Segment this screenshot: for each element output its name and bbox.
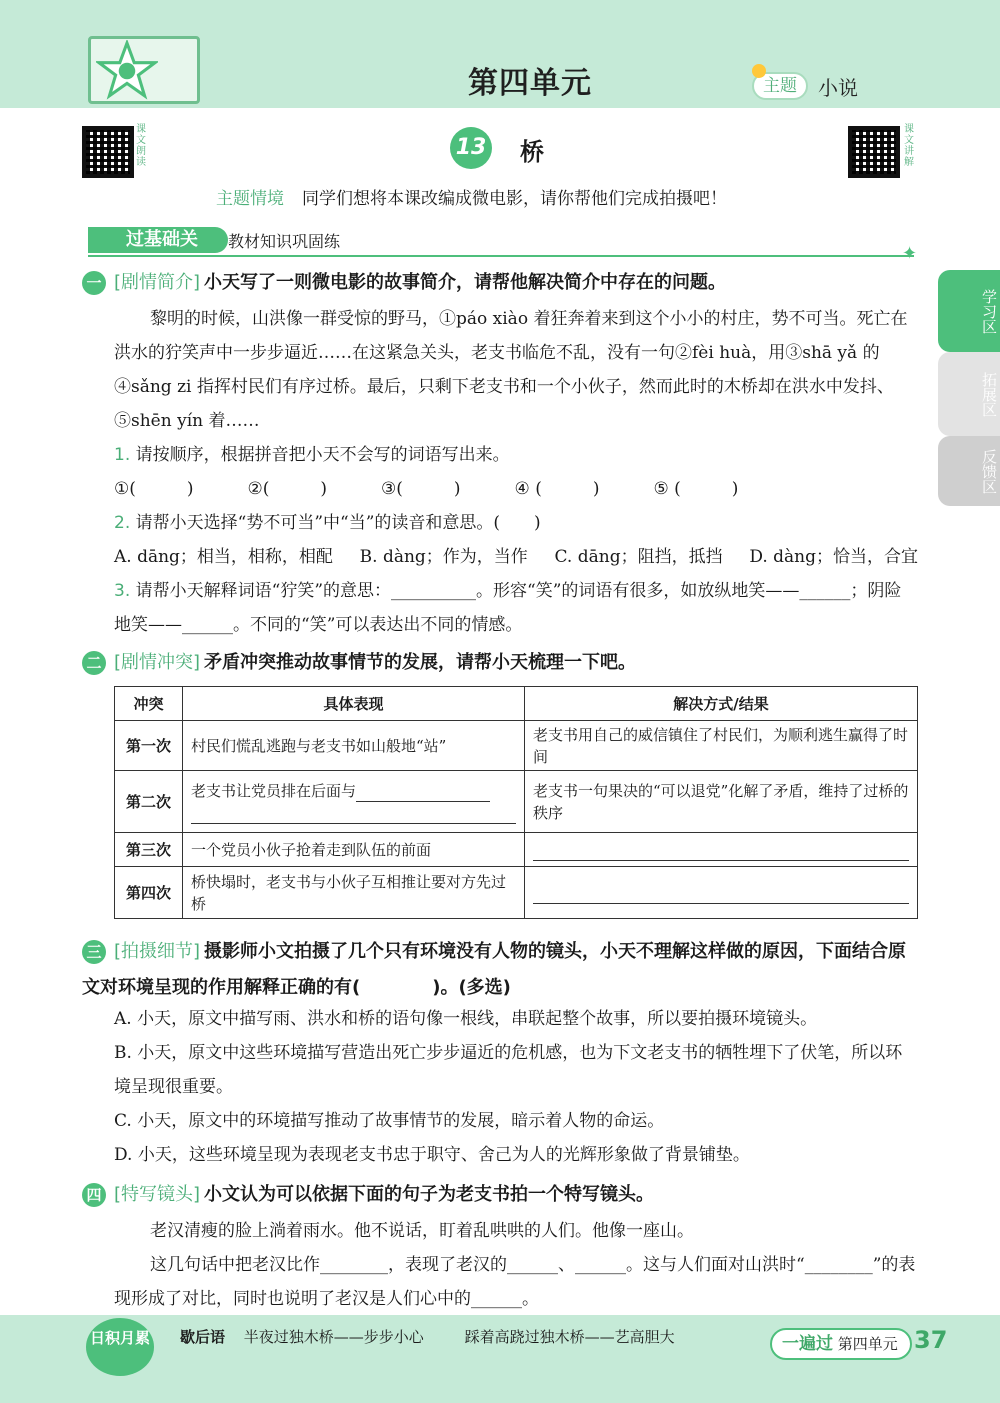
saying-2: 踩着高跷过独木桥——艺高胆大 <box>464 1328 675 1346</box>
q3-number: 三 <box>82 940 106 964</box>
footer-sayings <box>180 1326 675 1347</box>
answer-line[interactable] <box>533 839 909 861</box>
option-d[interactable]: D. dàng；恰当，合宜 <box>749 547 918 567</box>
q1-passage: 黎明的时候，山洪像一群受惊的野马，①páo xiào 着狂奔着来到这个小小的村庄，势不可当。死亡在洪水的狞笑声中一步步逼近……在这紧急关头，老支书临危不乱，没有一句②fèi huà，用③shā yǎ 的④sǎng zi 指挥村民们有序过桥。最后，只剩下老支书和一个小伙子，然而此时的木桥却在洪水中发抖、⑤shēn yín 着…… <box>114 309 908 431</box>
qr-right-caption: 课文讲解 <box>904 124 914 168</box>
q4-tag: [特写镜头] <box>114 1184 201 1205</box>
blank-4[interactable]: ④ ( ) <box>514 479 600 499</box>
option-b[interactable]: B. dàng；作为，当作 <box>359 547 528 567</box>
footer-unit: 第四单元 <box>837 1335 898 1353</box>
table-cell-text: 老支书让党员排在后面与 <box>191 781 357 800</box>
blank-2[interactable]: ②( ) <box>247 479 328 499</box>
star-mascot-icon <box>96 40 158 102</box>
footer-badge: 日积月累 <box>86 1318 154 1376</box>
option-b[interactable]: B. 小天，原文中这些环境描写营造出死亡步步逼近的危机感，也为下文老支书的牺牲埋下了伏笔，所以环境呈现很重要。 <box>114 1043 903 1097</box>
qr-code-explain-icon[interactable] <box>848 126 900 178</box>
table-header: 解决方式/结果 <box>525 687 918 721</box>
blank-1[interactable]: ①( ) <box>114 479 194 499</box>
table-header: 具体表现 <box>183 687 525 721</box>
theme-value: 小说 <box>818 76 858 100</box>
q1-options <box>114 540 918 574</box>
q3-heading <box>82 934 918 1006</box>
q2-heading <box>82 648 636 675</box>
option-a[interactable]: A. dāng；相当，相称，相配 <box>114 547 333 567</box>
scenario-label: 主题情境 <box>216 189 284 209</box>
table-cell: 村民们慌乱逃跑与老支书如山般地“站” <box>183 721 525 771</box>
answer-line[interactable] <box>533 882 909 904</box>
q1-sub1-text: 请按顺序，根据拼音把小天不会写的词语写出来。 <box>135 445 510 465</box>
table-cell: 第一次 <box>115 721 183 771</box>
unit-title: 第四单元 <box>468 66 592 101</box>
q1-sub2-text: 请帮小天选择“势不可当”中“当”的读音和意思。( ) <box>135 513 541 533</box>
footer-brand-pill <box>770 1328 912 1360</box>
q4-heading <box>82 1180 654 1207</box>
q1-number: 一 <box>82 271 106 295</box>
answer-line[interactable] <box>356 780 490 802</box>
section-title: 过基础关 <box>88 227 228 253</box>
q1-heading <box>82 268 726 295</box>
scenario-text: 同学们想将本课改编成微电影，请你帮他们完成拍摄吧！ <box>302 189 727 209</box>
option-a[interactable]: A. 小天，原文中描写雨、洪水和桥的语句像一根线，串联起整个故事，所以要拍摄环境镜头。 <box>114 1009 818 1029</box>
q1-blanks <box>114 472 918 506</box>
tab-study[interactable]: 学习区 <box>938 270 1000 352</box>
q1-sub1 <box>114 438 918 472</box>
table-cell: 一个党员小伙子抢着走到队伍的前面 <box>183 833 525 867</box>
table-row <box>115 721 918 771</box>
q2-number: 二 <box>82 651 106 675</box>
table-cell: 第三次 <box>115 833 183 867</box>
q2-tag: [剧情冲突] <box>114 652 201 673</box>
qr-left-caption: 课文朗读 <box>136 124 146 168</box>
q1-prompt: 小天写了一则微电影的故事简介，请帮他解决简介中存在的问题。 <box>204 272 727 293</box>
section-divider <box>88 255 914 257</box>
blank-3[interactable]: ③( ) <box>381 479 461 499</box>
q4-task: 这几句话中把老汉比作________，表现了老汉的______、______。这与人们面对山洪时“________”的表现形成了对比，同时也说明了老汉是人们心中的______。 <box>114 1255 916 1309</box>
conflict-table <box>114 686 918 919</box>
page-number: 37 <box>914 1326 948 1354</box>
table-header: 冲突 <box>115 687 183 721</box>
option-d[interactable]: D. 小天，这些环境呈现为表现老支书忠于职守、舍己为人的光辉形象做了背景铺垫。 <box>114 1145 750 1165</box>
q1-tag: [剧情简介] <box>114 272 201 293</box>
lesson-number: 13 <box>450 127 492 169</box>
q4-quote: 老汉清瘦的脸上淌着雨水。他不说话，盯着乱哄哄的人们。他像一座山。 <box>150 1221 694 1241</box>
saying-1: 半夜过独木桥——步步小心 <box>243 1328 424 1346</box>
table-cell[interactable] <box>183 771 525 833</box>
qr-code-reading-icon[interactable] <box>82 126 134 178</box>
theme-label: 主题 <box>752 72 808 100</box>
table-cell: 第四次 <box>115 867 183 919</box>
q3-prompt: 摄影师小文拍摄了几个只有环境没有人物的镜头，小天不理解这样做的原因，下面结合原文对环境呈现的作用解释正确的有( )。(多选) <box>82 941 907 998</box>
q1-sub2-number: 2. <box>114 513 131 533</box>
section-subtitle: 教材知识巩固练 <box>228 232 341 251</box>
table-cell: 老支书一句果决的“可以退党”化解了矛盾，维持了过桥的秩序 <box>525 771 918 833</box>
option-c[interactable]: C. dāng；阻挡，抵挡 <box>554 547 723 567</box>
scenario <box>216 184 727 209</box>
option-c[interactable]: C. 小天，原文中的环境描写推动了故事情节的发展，暗示着人物的命运。 <box>114 1111 665 1131</box>
table-row <box>115 833 918 867</box>
tab-feedback[interactable]: 反馈区 <box>938 436 1000 506</box>
footer-label: 歇后语 <box>180 1328 226 1346</box>
q4-prompt: 小文认为可以依据下面的句子为老支书拍一个特写镜头。 <box>204 1184 655 1205</box>
q1-sub3 <box>114 574 918 642</box>
table-cell[interactable] <box>525 833 918 867</box>
table-cell: 第二次 <box>115 771 183 833</box>
table-cell: 老支书用自己的威信镇住了村民们，为顺利逃生赢得了时间 <box>525 721 918 771</box>
q1-sub3-text: 请帮小天解释词语“狞笑”的意思：__________。形容“笑”的词语有很多，如放纵地笑——______；阴险地笑——______。不同的“笑”可以表达出不同的情感。 <box>114 581 902 635</box>
q1-sub2 <box>114 506 918 540</box>
table-cell[interactable] <box>525 867 918 919</box>
tab-expand[interactable]: 拓展区 <box>938 352 1000 436</box>
brand-logo: 一遍过 <box>782 1334 833 1354</box>
table-row <box>115 867 918 919</box>
q4-number: 四 <box>82 1183 106 1207</box>
q3-tag: [拍摄细节] <box>114 941 201 962</box>
answer-line[interactable] <box>191 802 516 824</box>
q1-sub1-number: 1. <box>114 445 131 465</box>
q3-options <box>114 1002 918 1172</box>
lesson-title: 桥 <box>520 138 544 166</box>
star-icon: ✦ <box>902 243 918 264</box>
table-cell: 桥快塌时，老支书与小伙子互相推让要对方先过桥 <box>183 867 525 919</box>
q1-sub3-number: 3. <box>114 581 131 601</box>
blank-5[interactable]: ⑤ ( ) <box>653 479 739 499</box>
q2-prompt: 矛盾冲突推动故事情节的发展，请帮小天梳理一下吧。 <box>204 652 637 673</box>
table-row <box>115 771 918 833</box>
sun-icon <box>752 64 766 78</box>
table-header-row <box>115 687 918 721</box>
